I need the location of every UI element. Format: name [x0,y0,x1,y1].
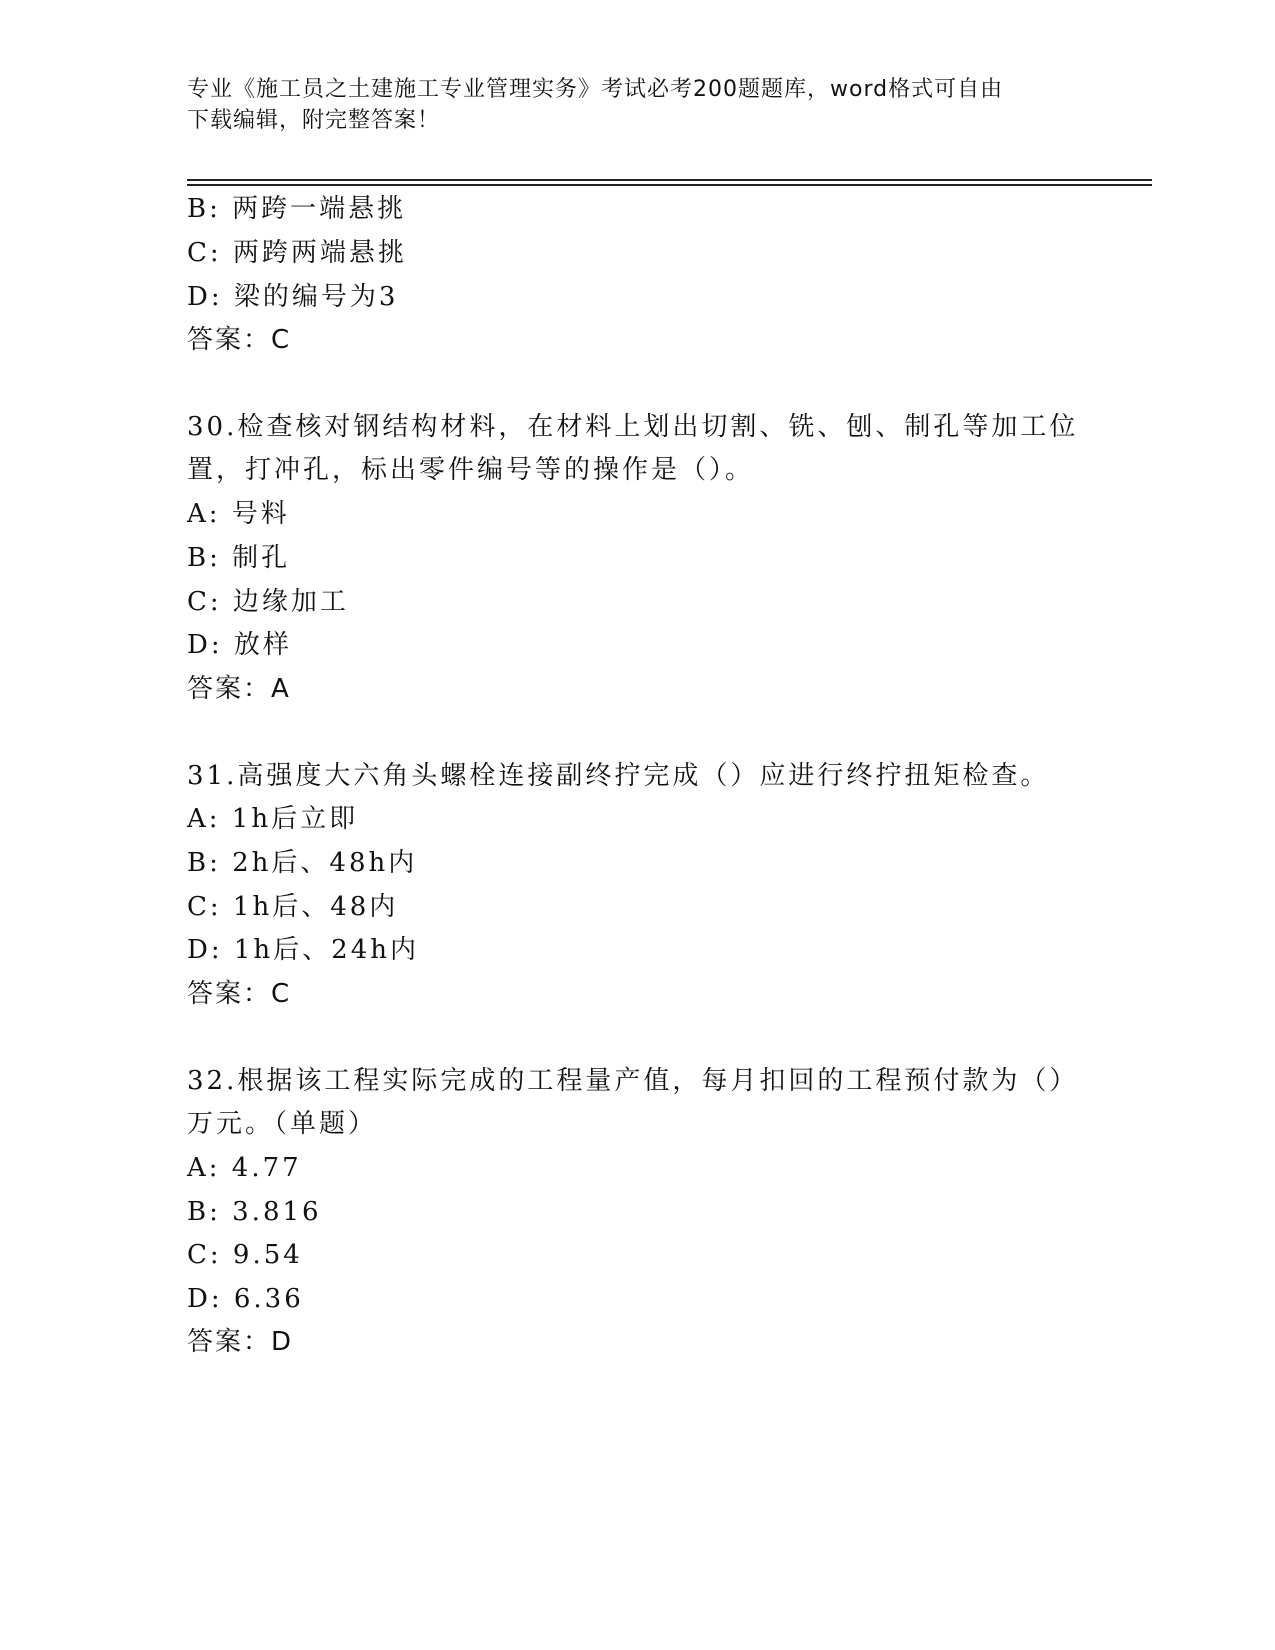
option-d: D: 放样 [187,630,292,660]
option-c: C: 边缘加工 [187,587,349,617]
question-stem: 置，打冲孔，标出零件编号等的操作是（）。 [187,455,755,485]
header-line-1: 专业《施工员之土建施工专业管理实务》考试必考200题题库，word格式可自由 [187,77,1004,102]
question-stem: 万元。（单题） [187,1109,378,1139]
question-stem: 32.根据该工程实际完成的工程量产值，每月扣回的工程预付款为（） [187,1066,1079,1096]
option-a: A: 4.77 [187,1153,302,1183]
option-b: B: 2h后、48h内 [187,848,418,878]
header-line-2: 下载编辑，附完整答案！ [187,108,441,133]
question-stem: 31.高强度大六角头螺栓连接副终拧完成（）应进行终拧扭矩检查。 [187,761,1050,791]
option-c: C: 两跨两端悬挑 [187,238,407,268]
option-a: A: 号料 [187,499,290,529]
answer-line: 答案：A [187,674,291,704]
option-d: D: 1h后、24h内 [187,935,419,965]
document-header [187,74,1067,136]
option-a: A: 1h后立即 [187,804,359,834]
answer-line: 答案：C [187,979,292,1009]
option-b: B: 两跨一端悬挑 [187,194,407,224]
option-c: C: 1h后、48内 [187,892,399,922]
question-stem: 30.检查核对钢结构材料，在材料上划出切割、铣、刨、制孔等加工位 [187,412,1079,442]
option-b: B: 3.816 [187,1197,322,1227]
answer-line: 答案：D [187,1327,294,1357]
option-d: D: 梁的编号为3 [187,282,399,312]
option-b: B: 制孔 [187,543,291,573]
option-c: C: 9.54 [187,1240,303,1270]
option-d: D: 6.36 [187,1284,304,1314]
header-rule-top [187,179,1152,181]
header-rule-bottom [187,184,1152,186]
answer-line: 答案：C [187,325,292,355]
